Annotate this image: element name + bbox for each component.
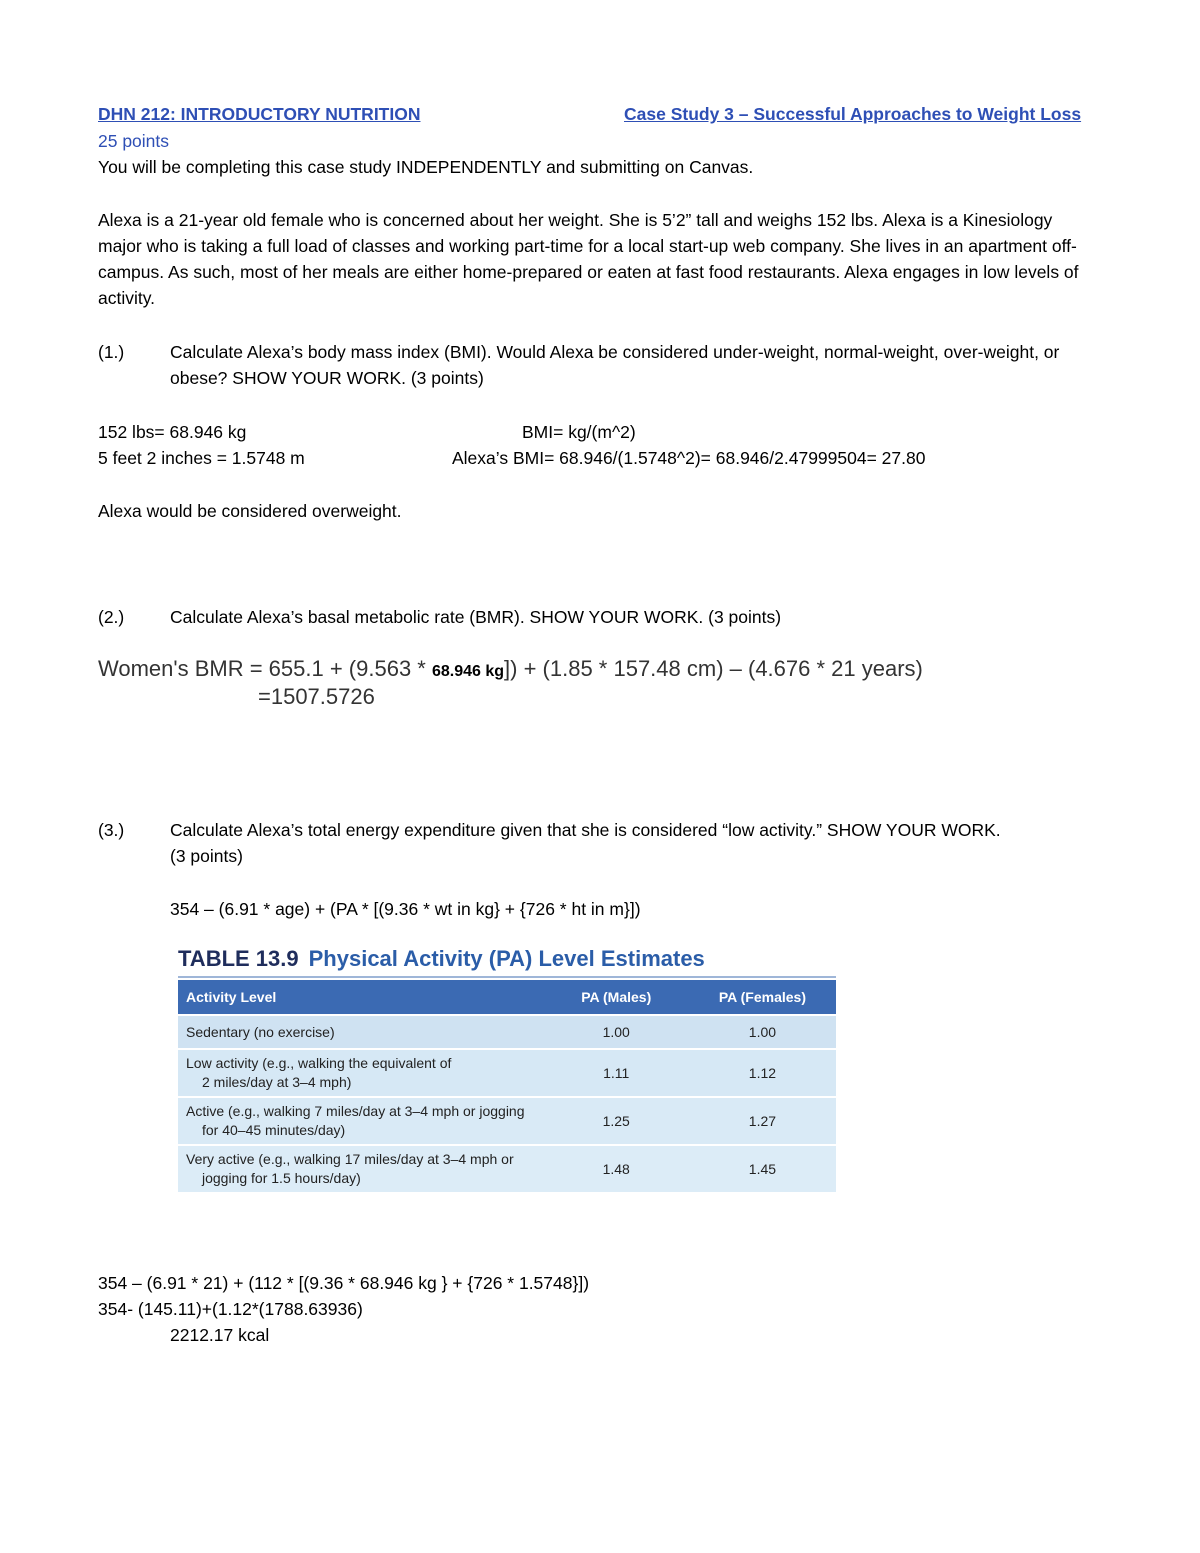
pa-males-cell: 1.11 [544, 1049, 689, 1097]
bmr-formula-part1: Women's BMR = 655.1 + (9.563 * [98, 656, 432, 681]
tee-formula: 354 – (6.91 * age) + (PA * [(9.36 * wt in kg} + {726 * ht in m}]) [170, 899, 641, 919]
question-2-text: Calculate Alexa’s basal metabolic rate (BMR). SHOW YOUR WORK. (3 points) [170, 607, 782, 627]
activity-level-text: Low activity (e.g., walking the equivalent of [186, 1055, 452, 1071]
header-pa-females: PA (Females) [689, 980, 836, 1015]
points-label: 25 points [98, 131, 170, 151]
height-conversion: 5 feet 2 inches = 1.5748 m [98, 448, 305, 468]
header-pa-males: PA (Males) [544, 980, 689, 1015]
question-3-number: (3.) [98, 820, 125, 840]
tee-result: 2212.17 kcal [170, 1325, 270, 1345]
pa-females-cell: 1.12 [689, 1049, 836, 1097]
bmi-formula: BMI= kg/(m^2) [522, 422, 636, 442]
bmr-result: =1507.5726 [258, 684, 375, 709]
question-1-text: Calculate Alexa’s body mass index (BMI). Would Alexa be considered under-weight, normal-weight, over-weight, or obese? SHOW YOUR WORK. (3 points) [170, 342, 1060, 388]
pa-males-cell: 1.25 [544, 1097, 689, 1145]
pa-females-cell: 1.45 [689, 1145, 836, 1192]
table-number: TABLE 13.9 [178, 946, 299, 971]
activity-level-cell [178, 1049, 544, 1097]
activity-level-cell [178, 1097, 544, 1145]
bmi-conclusion: Alexa would be considered overweight. [98, 501, 402, 521]
tee-work-line-1: 354 – (6.91 * 21) + (112 * [(9.36 * 68.946 kg } + {726 * 1.5748}]) [98, 1273, 590, 1293]
table-name: Physical Activity (PA) Level Estimates [308, 946, 705, 971]
activity-level-text: Active (e.g., walking 7 miles/day at 3–4 mph or jogging [186, 1103, 525, 1119]
table-title [178, 944, 838, 974]
bmi-calculation: Alexa’s BMI= 68.946/(1.5748^2)= 68.946/2.47999504= 27.80 [452, 448, 926, 468]
table-row [178, 1145, 836, 1192]
header-activity-level: Activity Level [178, 980, 544, 1015]
activity-level-detail: for 40–45 minutes/day) [202, 1122, 346, 1138]
pa-females-cell: 1.27 [689, 1097, 836, 1145]
bmr-formula-kg: 68.946 kg [431, 663, 505, 680]
intro-paragraph: Alexa is a 21-year old female who is concerned about her weight. She is 5’2” tall and weighs 152 lbs. Alexa is a Kinesiology major who is taking a full load of classes and working part-time for a local start-up web company. She lives in an apartment off-campus. As such, most of her meals are either home-prepared or eaten at fast food restaurants. Alexa engages in low levels of activity. [98, 210, 1079, 308]
table-row [178, 1015, 836, 1049]
activity-level-cell [178, 1145, 544, 1192]
activity-level-cell [178, 1015, 544, 1049]
tee-work-line-2: 354- (145.11)+(1.12*(1788.63936) [98, 1299, 363, 1319]
table-header-row [178, 980, 836, 1015]
activity-level-text: Sedentary (no exercise) [186, 1023, 335, 1040]
bmr-formula [98, 655, 923, 686]
table-title-divider [178, 976, 836, 978]
activity-level-text: Very active (e.g., walking 17 miles/day at 3–4 mph or [186, 1151, 514, 1167]
question-2-number: (2.) [98, 607, 125, 627]
pa-males-cell: 1.00 [544, 1015, 689, 1049]
physical-activity-table [178, 980, 836, 1192]
pa-females-cell: 1.00 [689, 1015, 836, 1049]
weight-conversion: 152 lbs= 68.946 kg [98, 422, 247, 442]
course-title: DHN 212: INTRODUCTORY NUTRITION [98, 104, 421, 124]
table-row [178, 1049, 836, 1097]
table-row [178, 1097, 836, 1145]
question-1-number: (1.) [98, 342, 125, 362]
bmr-formula-part2: ]) + (1.85 * 157.48 cm) – (4.676 * 21 years) [504, 656, 923, 681]
question-3-points: (3 points) [170, 846, 243, 866]
pa-males-cell: 1.48 [544, 1145, 689, 1192]
question-3-text: Calculate Alexa’s total energy expenditure given that she is considered “low activity.” SHOW YOUR WORK. [170, 820, 1001, 840]
activity-level-detail: 2 miles/day at 3–4 mph) [202, 1074, 352, 1090]
activity-level-detail: jogging for 1.5 hours/day) [202, 1170, 361, 1186]
case-study-title: Case Study 3 – Successful Approaches to Weight Loss [624, 104, 1082, 124]
instructions-text: You will be completing this case study INDEPENDENTLY and submitting on Canvas. [98, 157, 754, 177]
